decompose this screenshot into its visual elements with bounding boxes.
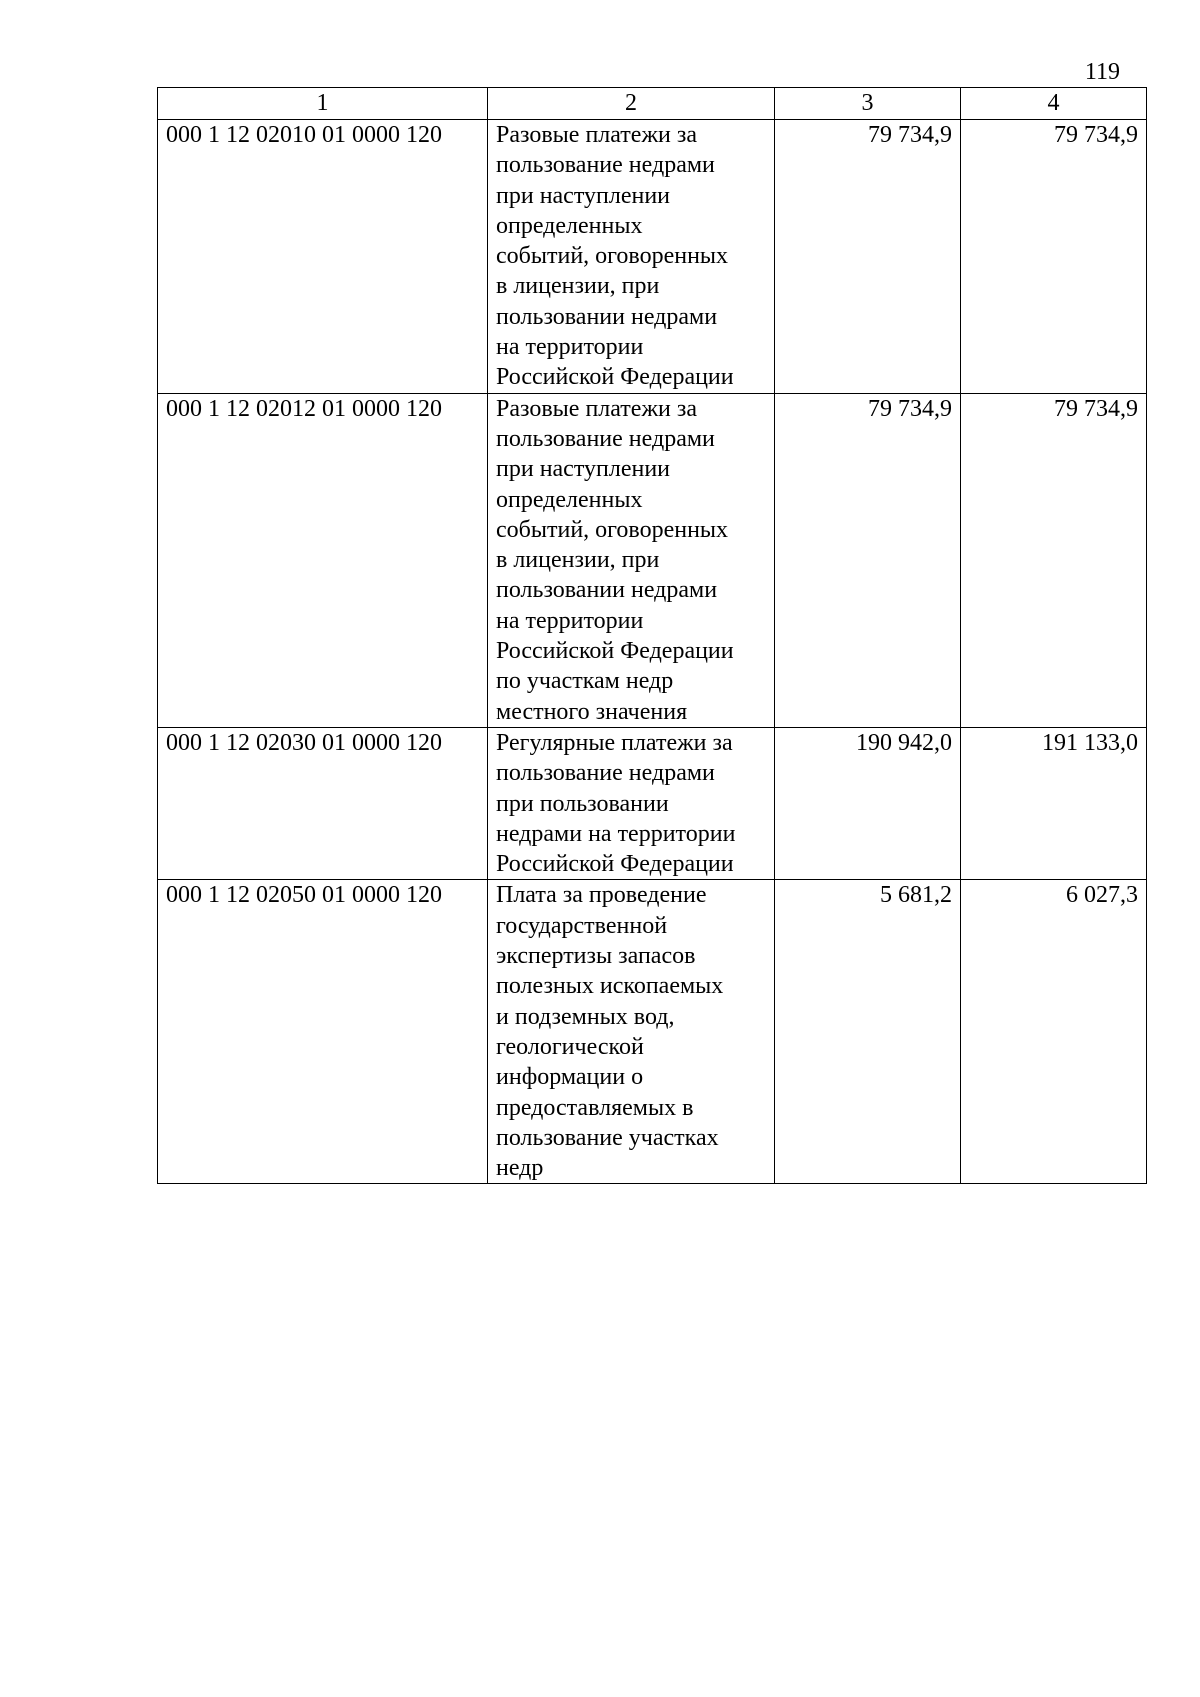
description-line: Плата за проведение [496,882,707,909]
amount-column-4: 6 027,3 [961,880,1147,1184]
table-header-row [158,88,1147,120]
table-row [158,120,1147,394]
description-line: определенных [496,212,643,239]
table-row [158,880,1147,1184]
description-line: событий, оговоренных [496,516,729,543]
table-row [158,393,1147,727]
description-line: в лицензии, при [496,547,660,574]
description-line: пользовании недрами [496,577,718,604]
description-line: Разовые платежи за [496,395,697,422]
description-line: по участкам недр [496,668,674,695]
amount-column-4: 79 734,9 [961,393,1147,727]
description-line: недрами на территории [496,820,736,847]
table-row [158,727,1147,879]
description-line: геологической [496,1033,644,1060]
column-header-2: 2 [488,88,775,120]
amount-column-3: 79 734,9 [775,393,961,727]
page-number: 119 [1084,59,1120,85]
description-line: пользование недрами [496,152,715,179]
revenue-description [488,727,775,879]
column-header-3: 3 [775,88,961,120]
description-line: предоставляемых в [496,1094,694,1121]
description-line: в лицензии, при [496,273,660,300]
revenue-description [488,880,775,1184]
description-line: полезных ископаемых [496,973,724,1000]
amount-column-3: 190 942,0 [775,727,961,879]
description-line: и подземных вод, [496,1003,675,1030]
description-line: пользование участках [496,1124,719,1151]
description-line: определенных [496,486,643,513]
column-header-1: 1 [158,88,488,120]
classification-code: 000 1 12 02010 01 0000 120 [158,120,488,394]
column-header-4: 4 [961,88,1147,120]
description-line: Разовые платежи за [496,122,697,148]
description-line: пользование недрами [496,425,715,452]
budget-revenue-table [157,87,1147,1184]
description-line: недр [496,1155,544,1182]
description-line: Российской Федерации [496,364,734,391]
description-line: пользовании недрами [496,303,718,330]
description-line: Российской Федерации [496,638,734,665]
description-line: государственной [496,912,668,939]
description-line: экспертизы запасов [496,943,696,970]
description-line: на территории [496,607,644,634]
amount-column-3: 79 734,9 [775,120,961,394]
classification-code: 000 1 12 02012 01 0000 120 [158,393,488,727]
revenue-description [488,120,775,394]
description-line: при наступлении [496,456,671,483]
description-line: при наступлении [496,182,671,209]
description-line: на территории [496,334,644,361]
description-line: Российской Федерации [496,851,734,878]
classification-code: 000 1 12 02050 01 0000 120 [158,880,488,1184]
amount-column-4: 191 133,0 [961,727,1147,879]
amount-column-4: 79 734,9 [961,120,1147,394]
revenue-description [488,393,775,727]
description-line: Регулярные платежи за [496,729,733,756]
description-line: событий, оговоренных [496,243,729,270]
amount-column-3: 5 681,2 [775,880,961,1184]
description-line: пользование недрами [496,760,715,787]
classification-code: 000 1 12 02030 01 0000 120 [158,727,488,879]
description-line: информации о [496,1064,644,1091]
description-line: местного значения [496,698,688,725]
description-line: при пользовании [496,790,669,817]
